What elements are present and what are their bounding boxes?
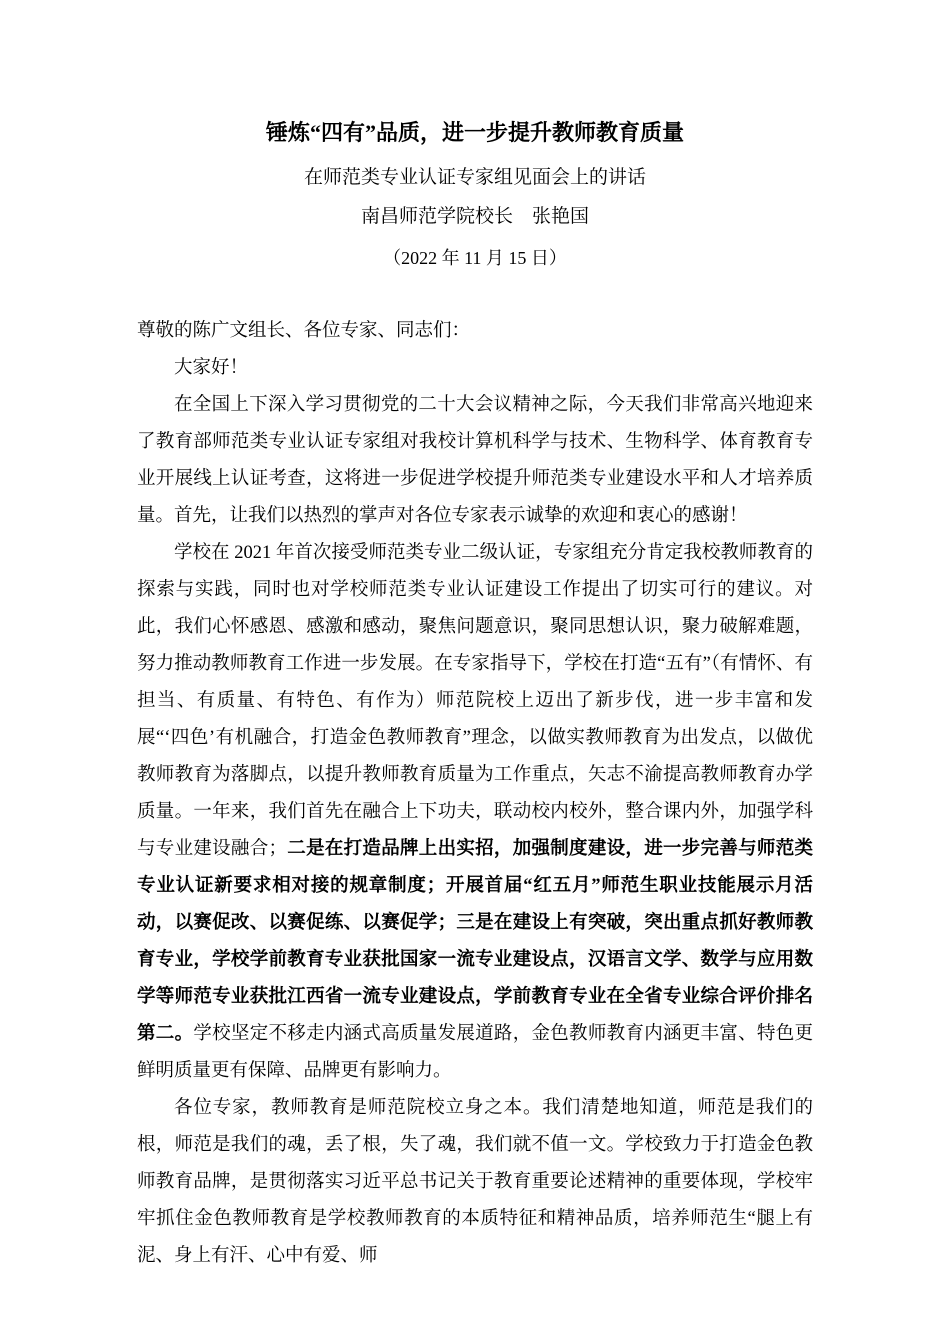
text-run: 各位专家，教师教育是师范院校立身之本。我们清楚地知道，师范是我们的根，师范是我们的魂，丢了根，失了魂，我们就不值一文。学校致力于打造金色教师教育品牌，是贯彻落实习近平总书记关于教育重要论述精神的重要体现，学校牢牢抓住金色教师教育是学校教师教育的本质特征和精神品质，培养师范生“腿上有泥、身上有汗、心中有爱、师 [137,1098,813,1266]
paragraph [137,535,813,1090]
paragraph [137,387,813,535]
date-line: （2022 年 11 月 15 日） [383,248,567,268]
document-title: 锤炼“四有”品质，进一步提升教师教育质量 [265,120,684,145]
text-run: 学校坚定不移走内涵式高质量发展道路，金色教师教育内涵更丰富、特色更鲜明质量更有保障、品牌更有影响力。 [137,1024,813,1081]
document-body [137,313,813,1275]
text-run: 在全国上下深入学习贯彻党的二十大会议精神之际，今天我们非常高兴地迎来了教育部师范类专业认证专家组对我校计算机科学与技术、生物科学、体育教育专业开展线上认证考查，这将进一步促进学校提升师范类专业建设水平和人才培养质量。首先，让我们以热烈的掌声对各位专家表示诚挚的欢迎和衷心的感谢！ [137,395,813,526]
document-subtitle: 在师范类专业认证专家组见面会上的讲话 [303,167,646,188]
text-run: 大家好！ [174,358,249,378]
text-run: 学校在 2021 年首次接受师范类专业二级认证，专家组充分肯定我校教师教育的探索与实践，同时也对学校师范类专业认证建设工作提出了切实可行的建议。对此，我们心怀感恩、感激和感动，聚焦问题意识，聚同思想认识，聚力破解难题，努力推动教师教育工作进一步发展。在专家指导下，学校在打造“五有”（有情怀、有担当、有质量、有特色、有作为）师范院校上迈出了新步伐，进一步丰富和发展“‘四色’有机融合，打造金色教师教育”理念，以做实教师教育为出发点，以做优教师教育为落脚点，以提升教师教育质量为工作重点，矢志不渝提高教师教育办学质量。一年来，我们首先在融合上下功夫，联动校内校外，整合课内外，加强学科与专业建设融合； [137,543,813,859]
paragraph [137,1090,813,1275]
bold-text-run: 二是在打造品牌上出实招，加强制度建设，进一步完善与师范类专业认证新要求相对接的规章制度；开展首届“红五月”师范生职业技能展示月活动，以赛促改、以赛促练、以赛促学；三是在建设上有突破，突出重点抓好教师教育专业，学校学前教育专业获批国家一流专业建设点，汉语言文学、数学与应用数学等师范专业获批江西省一流专业建设点，学前教育专业在全省专业综合评价排名第二。 [137,839,813,1044]
salutation: 尊敬的陈广文组长、各位专家、同志们： [137,321,471,341]
author-line: 南昌师范学院校长 张艳国 [360,206,589,227]
paragraphs-container [137,350,813,1275]
paragraph [137,350,813,387]
